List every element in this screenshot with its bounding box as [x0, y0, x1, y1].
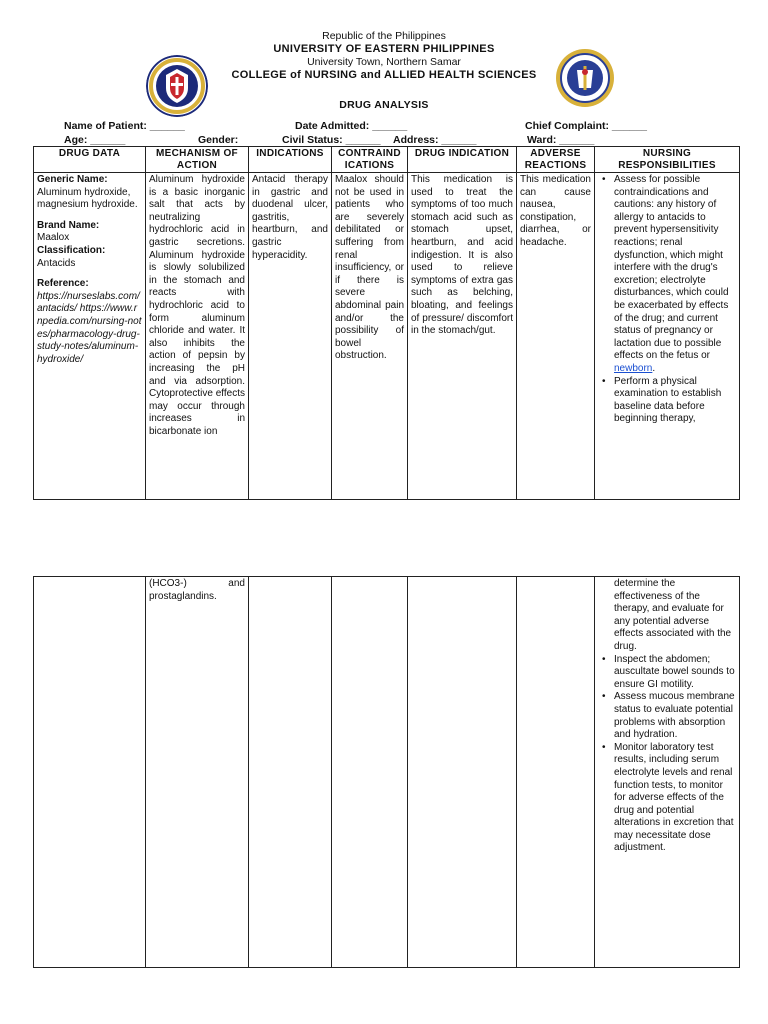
university-address: University Town, Northern Samar	[307, 56, 461, 68]
nursing-item-continuation: determine the effectiveness of the therapy, and evaluate for any potential adverse effects associated with the drug.	[614, 578, 732, 652]
republic-line: Republic of the Philippines	[322, 30, 446, 42]
address-field: Address: ______	[393, 134, 477, 146]
patient-name-field: Name of Patient: ______	[64, 120, 185, 132]
col-drug-indication: DRUG INDICATION	[408, 147, 517, 173]
col-nursing-responsibilities: NURSING RESPONSIBILITIES	[595, 147, 740, 173]
list-item: • Assess mucous membrane status to evaluate potential problems with absorption and hydration.	[598, 691, 736, 741]
newborn-link[interactable]: newborn	[614, 362, 653, 374]
university-seal-logo	[146, 55, 208, 117]
age-field: Age: ______	[64, 134, 126, 146]
nursing-responsibilities-cell	[595, 173, 740, 500]
adverse-reactions-cell: This medication can cause nausea, constipation, diarrhea, or headache.	[517, 173, 595, 500]
gender-field: Gender:	[198, 134, 239, 146]
table-header-row	[34, 147, 740, 173]
generic-name-label: Generic Name:	[37, 174, 108, 185]
col-contraindications: CONTRAIND ICATIONS	[332, 147, 408, 173]
indications-cell: Antacid therapy in gastric and duodenal ulcer, gastritis, heartburn, and gastric hyperacidity.	[249, 173, 332, 500]
brand-name-label: Brand Name:	[37, 219, 100, 231]
college-seal-logo	[555, 48, 615, 108]
classification-value: Antacids	[37, 257, 76, 269]
table-row	[34, 173, 740, 500]
contraindications-cell-continued	[332, 577, 408, 968]
generic-name-value: Aluminum hydroxide, magnesium hydroxide.	[37, 186, 138, 211]
indications-cell-continued	[249, 577, 332, 968]
drug-indication-cell: This medication is used to treat the symptoms of too much stomach acid such as stomach upset, heartburn, and acid indigestion. It is also used to relieve symptoms of extra gas such as belching, bloating, and feelings of pressure/ discomfort in the stomach/gut.	[408, 173, 517, 500]
contraindications-cell: Maalox should not be used in patients who are severely debilitated or suffering from renal insufficiency, or if there is severe abdominal pain and/or the possibility of bowel obstruction.	[332, 173, 408, 500]
date-admitted-field: Date Admitted: ______	[295, 120, 408, 132]
document-header	[0, 30, 768, 111]
list-item: • Assess for possible contraindications and cautions: any history of allergy to antacids to prevent hypersensitivity reactions; renal dysfunction, which might interfere with the drug's excretion; electrolyte disturbances, which could be exacerbated by effects of the drug; and current status of pregnancy or lactation due to possible effects on the fetus or newborn.	[598, 174, 736, 376]
ward-field: Ward: ______	[527, 134, 595, 146]
reference-label: Reference:	[37, 278, 89, 290]
col-indications: INDICATIONS	[249, 147, 332, 173]
drug-data-cell	[34, 173, 146, 500]
drug-analysis-table-continued	[33, 576, 740, 968]
adverse-reactions-cell-continued	[517, 577, 595, 968]
civil-status-field: Civil Status: ______	[282, 134, 381, 146]
list-item: • Monitor laboratory test results, including serum electrolyte levels and renal function tests, to monitor for adverse effects of the drug and potential alterations in excretion that may necessitate dose adjustment.	[598, 742, 736, 855]
col-adverse-reactions: ADVERSE REACTIONS	[517, 147, 595, 173]
mechanism-cell: Aluminum hydroxide is a basic inorganic salt that acts by neutralizing hydrochloric acid in gastric secretions. Aluminum hydroxide is slowly solubilized in the stomach and reacts with hydrochloric acid to form aluminum chloride and water. It also inhibits the action of pepsin by increasing the pH and via adsorption. Cytoprotective effects may occur through increases in bicarbonate ion	[146, 173, 249, 500]
reference-links[interactable]: https://nurseslabs.com/antacids/ https://www.rnpedia.com/nursing-notes/pharmacology-drug-study-notes/aluminum-hydroxide/	[37, 290, 142, 365]
chief-complaint-field: Chief Complaint: ______	[525, 120, 647, 132]
col-mechanism: MECHANISM OF ACTION	[146, 147, 249, 173]
drug-data-cell-continued	[34, 577, 146, 968]
university-name: UNIVERSITY OF EASTERN PHILIPPINES	[273, 43, 495, 55]
list-item: • Perform a physical examination to establish baseline data before beginning therapy,	[598, 376, 736, 426]
list-item: • Inspect the abdomen; auscultate bowel sounds to ensure GI motility.	[598, 654, 736, 692]
page-title: DRUG ANALYSIS	[339, 99, 429, 111]
brand-name-value: Maalox	[37, 232, 70, 244]
col-drug-data: DRUG DATA	[34, 147, 146, 173]
table-row	[34, 577, 740, 968]
classification-label: Classification:	[37, 244, 106, 256]
drug-analysis-table	[33, 146, 740, 500]
mechanism-cell-continued: (HCO3-) and prostaglandins.	[146, 577, 249, 968]
college-name: COLLEGE of NURSING and ALLIED HEALTH SCIENCES	[231, 69, 537, 81]
drug-indication-cell-continued	[408, 577, 517, 968]
nursing-responsibilities-cell-continued	[595, 577, 740, 968]
